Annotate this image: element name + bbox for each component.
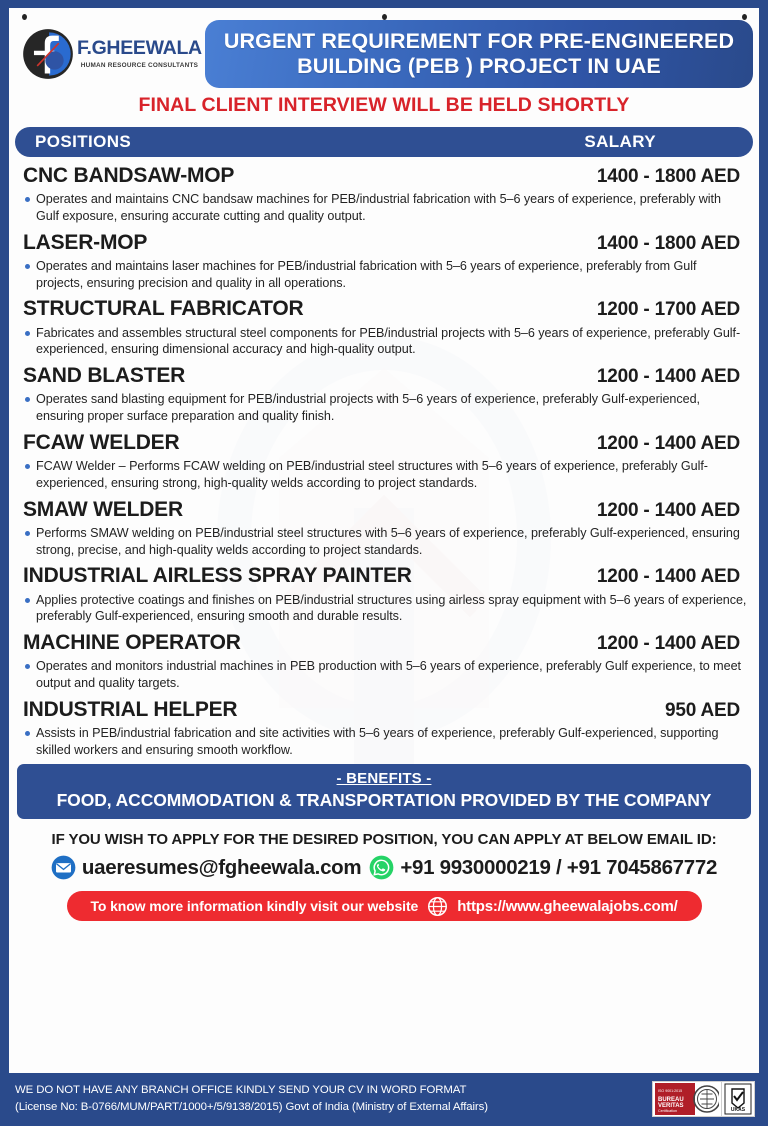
website-prompt: To know more information kindly visit our website (90, 898, 419, 915)
job-list (9, 157, 759, 758)
company-tagline: HUMAN RESOURCE CONSULTANTS (80, 61, 199, 69)
bureau-veritas-badge (653, 1082, 721, 1116)
benefits-text: FOOD, ACCOMMODATION & TRANSPORTATION PROVIDED BY THE COMPANY (56, 790, 712, 811)
poster-title: URGENT REQUIREMENT FOR PRE-ENGINEERED BUILDING (PEB ) PROJECT IN UAE (205, 20, 753, 89)
job-description: Performs SMAW welding on PEB/industrial steel structures with 5–6 years of experience, preferably Gulf-experienced, ensuring strong, precise, and high-quality welds according to project standards. (23, 525, 747, 558)
job-salary: 1200 - 1400 AED (596, 432, 740, 454)
job-title: MACHINE OPERATOR (23, 631, 241, 655)
column-header-positions: POSITIONS (35, 132, 132, 151)
benefits-section (17, 764, 751, 819)
apply-instruction: IF YOU WISH TO APPLY FOR THE DESIRED POSITION, YOU CAN APPLY AT BELOW EMAIL ID: (51, 831, 717, 849)
job-description: Operates and maintains CNC bandsaw machines for PEB/industrial fabrication with 5–6 years of experience, preferably with Gulf exposure, ensuring accurate cutting and quality output. (23, 191, 747, 224)
svg-text:UKAS: UKAS (730, 1107, 746, 1113)
decorative-dots (9, 14, 759, 24)
whatsapp-contact[interactable] (369, 855, 717, 880)
job-salary: 950 AED (665, 699, 740, 721)
website-banner[interactable] (67, 891, 702, 921)
svg-text:VERITAS: VERITAS (658, 1103, 684, 1109)
job-salary: 1200 - 1400 AED (596, 366, 740, 388)
job-description: Operates and monitors industrial machines in PEB production with 5–6 years of experience, preferably Gulf experience, to meet output and quality targets. (23, 658, 747, 691)
contact-row (9, 855, 759, 880)
job-description: FCAW Welder – Performs FCAW welding on PEB/industrial steel structures with 5–6 years of experience, preferably Gulf-experienced, ensuring strong, high-quality welds according to project standards. (23, 458, 747, 491)
job-title: INDUSTRIAL AIRLESS SPRAY PAINTER (23, 564, 412, 588)
gheewala-logo-icon (21, 27, 75, 81)
job-title: SMAW WELDER (23, 497, 183, 521)
job-item (23, 630, 747, 692)
benefits-label: - BENEFITS - (336, 770, 432, 788)
job-title: FCAW WELDER (23, 430, 180, 454)
dot-left (22, 14, 27, 20)
job-description: Assists in PEB/industrial fabrication and site activities with 5–6 years of experience, preferably Gulf-experienced, supporting skilled workers and ensuring smooth workflow. (23, 725, 747, 758)
job-title: INDUSTRIAL HELPER (23, 697, 238, 721)
footer-disclaimer (15, 1082, 488, 1115)
email-address: uaeresumes@fgheewala.com (81, 855, 362, 879)
job-description: Operates sand blasting equipment for PEB/industrial projects with 5–6 years of experience, preferably Gulf-experienced, ensuring proper surface preparation and quality finish. (23, 391, 747, 424)
interview-notice: FINAL CLIENT INTERVIEW WILL BE HELD SHORTLY (138, 94, 630, 116)
job-description: Operates and maintains laser machines for PEB/industrial fabrication with 5–6 years of experience, preferably from Gulf projects, ensuring precision and quality in all operations. (23, 258, 747, 291)
job-item (23, 497, 747, 559)
job-item (23, 363, 747, 425)
poster-card (9, 8, 759, 1073)
job-salary: 1400 - 1800 AED (596, 166, 740, 187)
certification-badges (652, 1081, 755, 1117)
company-logo (15, 27, 201, 81)
job-description: Applies protective coatings and finishes on PEB/industrial structures using airless spray equipment with 5–6 years of experience, preferably Gulf-experienced, ensuring smooth and durable results. (23, 592, 747, 625)
job-item (23, 430, 747, 492)
phone-numbers: +91 9930000219 / +91 7045867772 (400, 855, 718, 879)
globe-icon (425, 894, 450, 919)
job-salary: 1400 - 1800 AED (596, 232, 740, 254)
svg-text:Certification: Certification (658, 1109, 677, 1113)
poster-footer (9, 1073, 759, 1125)
job-salary: 1200 - 1400 AED (596, 499, 740, 521)
job-item (23, 563, 747, 625)
svg-text:ISO 9001:2015: ISO 9001:2015 (658, 1089, 683, 1093)
table-header (15, 127, 753, 157)
email-contact[interactable] (51, 855, 361, 880)
company-name: F.GHEEWALA (77, 37, 202, 60)
ukas-badge (721, 1082, 754, 1116)
job-salary: 1200 - 1700 AED (596, 299, 740, 321)
job-salary: 1200 - 1400 AED (596, 566, 740, 588)
column-header-salary: SALARY (584, 132, 656, 151)
dot-center (382, 14, 387, 20)
job-title: STRUCTURAL FABRICATOR (23, 297, 304, 321)
job-item (23, 163, 747, 225)
footer-line-2: (License No: B-0766/MUM/PART/1000+/5/9138/2015) Govt of India (Ministry of External Affairs) (15, 1101, 488, 1113)
job-title: LASER-MOP (23, 230, 148, 254)
job-title: SAND BLASTER (23, 364, 186, 388)
website-url[interactable]: https://www.gheewalajobs.com/ (457, 897, 678, 915)
whatsapp-icon (369, 855, 394, 880)
email-icon (51, 855, 76, 880)
job-item (23, 230, 747, 292)
job-item (23, 296, 747, 358)
footer-line-1: WE DO NOT HAVE ANY BRANCH OFFICE KINDLY SEND YOUR CV IN WORD FORMAT (15, 1084, 467, 1097)
job-item (23, 697, 747, 759)
job-title: CNC BANDSAW-MOP (23, 164, 235, 187)
svg-text:BUREAU: BUREAU (658, 1097, 684, 1103)
job-salary: 1200 - 1400 AED (596, 633, 740, 655)
job-description: Fabricates and assembles structural steel components for PEB/industrial projects with 5–6 years of experience, preferably Gulf-experienced, ensuring dimensional accuracy and high-quality output. (23, 325, 747, 358)
dot-right (742, 14, 747, 20)
